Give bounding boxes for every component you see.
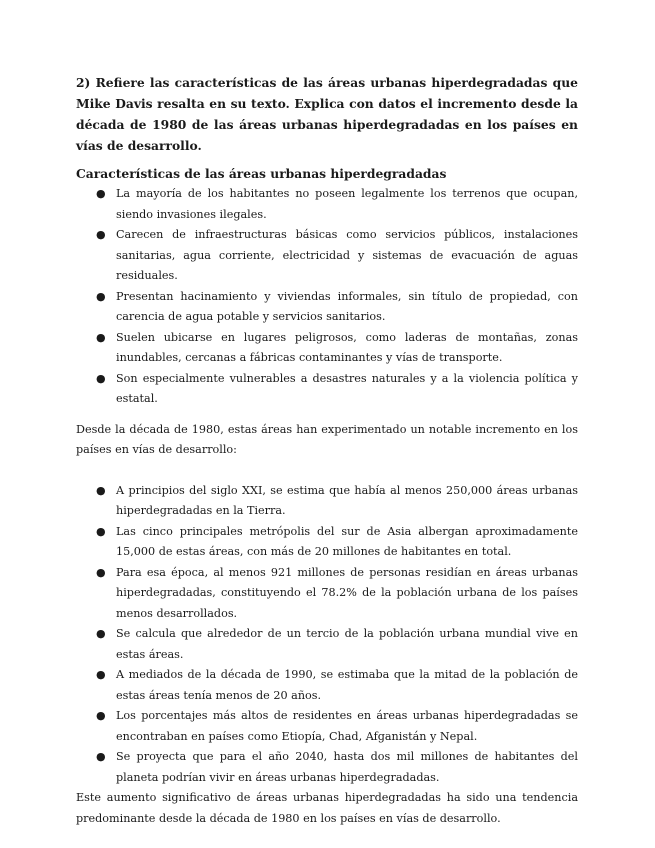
list-item-text: A mediados de la década de 1990, se estimaba que la mitad de la población de estas áreas tenía menos de 20 años. — [116, 668, 578, 702]
question-heading: 2) Refiere las características de las áreas urbanas hiperdegradadas que Mike Davis resalta en su texto. Explica con datos el incremento desde la década de 1980 de las áreas urbanas hiperdegradadas en los países en vías de desarrollo. — [76, 75, 578, 153]
list-item — [96, 369, 578, 410]
increase-intro: Desde la década de 1980, estas áreas han experimentado un notable incremento en los países en vías de desarrollo: — [76, 422, 578, 456]
characteristics-title: Características de las áreas urbanas hiperdegradadas — [76, 166, 447, 181]
list-item-text: Carecen de infraestructuras básicas como servicios públicos, instalaciones sanitarias, agua corriente, electricidad y sistemas de evacuación de aguas residuales. — [116, 228, 578, 282]
bullet-icon: ● — [96, 750, 106, 763]
list-item — [96, 563, 578, 625]
bullet-icon: ● — [96, 228, 106, 241]
list-item — [96, 328, 578, 369]
spacer — [76, 461, 578, 481]
bullet-icon: ● — [96, 565, 106, 579]
list-item-text: Los porcentajes más altos de residentes en áreas urbanas hiperdegradadas se encontraban en países como Etiopía, Chad, Afganistán y Nepal. — [116, 709, 578, 743]
characteristics-list — [76, 184, 578, 410]
list-item — [96, 706, 578, 747]
bullet-icon: ● — [96, 483, 106, 497]
list-item-text: Se proyecta que para el año 2040, hasta dos mil millones de habitantes del planeta podrían vivir en áreas urbanas hiperdegradadas. — [116, 750, 578, 784]
bullet-icon: ● — [96, 668, 106, 681]
list-item — [96, 481, 578, 522]
list-item — [96, 624, 578, 665]
list-item — [96, 184, 578, 225]
list-item-text: Son especialmente vulnerables a desastres naturales y a la violencia política y estatal. — [116, 371, 578, 405]
bullet-icon: ● — [96, 627, 106, 640]
increase-conclusion: Este aumento significativo de áreas urbanas hiperdegradadas ha sido una tendencia predominante desde la década de 1980 en los países en vías de desarrollo. — [76, 791, 578, 825]
list-item-text: Se calcula que alrededor de un tercio de la población urbana mundial vive en estas áreas. — [116, 627, 578, 661]
bullet-icon: ● — [96, 371, 106, 385]
bullet-icon: ● — [96, 289, 106, 303]
list-item-text: Presentan hacinamiento y viviendas informales, sin título de propiedad, con carencia de agua potable y servicios sanitarios. — [116, 289, 578, 323]
list-item-text: La mayoría de los habitantes no poseen legalmente los terrenos que ocupan, siendo invasiones ilegales. — [116, 187, 578, 221]
spacer — [76, 410, 578, 420]
list-item — [96, 747, 578, 788]
bullet-icon: ● — [96, 187, 106, 200]
bullet-icon: ● — [96, 330, 106, 344]
list-item — [96, 522, 578, 563]
document-page — [76, 72, 578, 829]
list-item-text: Las cinco principales metrópolis del sur de Asia albergan aproximadamente 15,000 de estas áreas, con más de 20 millones de habitantes en total. — [116, 524, 578, 558]
list-item-text: A principios del siglo XXI, se estima que había al menos 250,000 áreas urbanas hiperdegradadas en la Tierra. — [116, 483, 578, 517]
bullet-icon: ● — [96, 709, 106, 722]
list-item — [96, 287, 578, 328]
increase-list — [76, 481, 578, 789]
list-item-text: Suelen ubicarse en lugares peligrosos, como laderas de montañas, zonas inundables, cercanas a fábricas contaminantes y vías de transporte. — [116, 330, 578, 364]
list-item-text: Para esa época, al menos 921 millones de personas residían en áreas urbanas hiperdegradadas, constituyendo el 78.2% de la población urbana de los países menos desarrollados. — [116, 565, 578, 620]
list-item — [96, 665, 578, 706]
list-item — [96, 225, 578, 287]
bullet-icon: ● — [96, 524, 106, 538]
